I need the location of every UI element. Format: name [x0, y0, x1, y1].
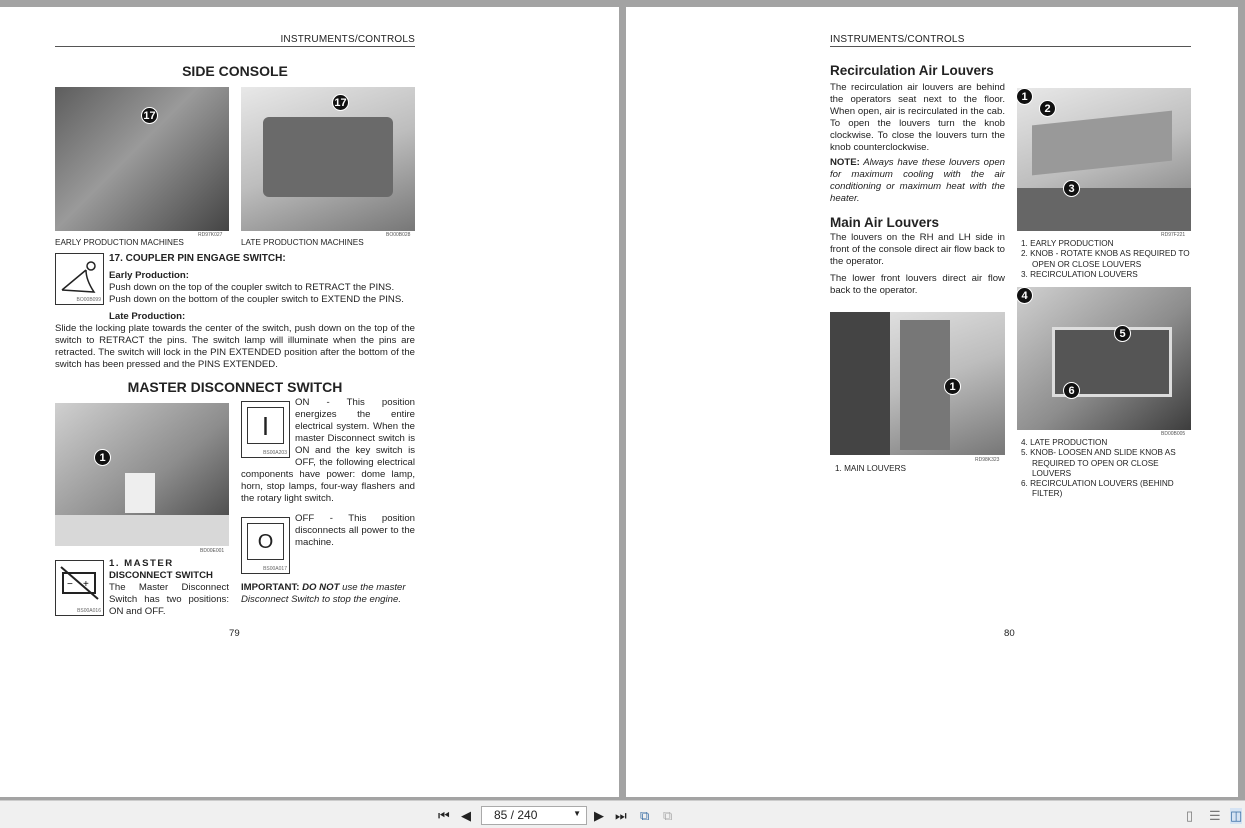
photo-main-louvers [830, 312, 1005, 455]
photo-recirc-early [1017, 88, 1191, 231]
callout: 17 [332, 94, 349, 111]
main-title: Main Air Louvers [830, 215, 940, 230]
photo-code: RD97F221 [1161, 232, 1186, 238]
last-page-icon[interactable]: ⏭ [615, 808, 627, 823]
callout: 17 [141, 107, 158, 124]
on-symbol-icon: I BS00A203 [241, 401, 290, 458]
important-note: IMPORTANT: DO NOT use the master Disconnect Switch to stop the engine. [241, 582, 406, 605]
on-text: ON - This position energizes the entire electrical system. When the master Disconnect switch is ON and the key switch is OFF, the following electrical components have power: dome lamp, horn, stop lamps, four-way flashers and the rotary light switch. [241, 397, 415, 504]
master-item-text: The Master Disconnect Switch has two positions: ON and OFF. [109, 582, 229, 617]
main-text: The louvers on the RH and LH side in front of the console direct air flow back to the operator. [830, 232, 1005, 267]
early-legend [1021, 239, 1193, 280]
photo-late-console [241, 87, 415, 231]
callout: 1 [94, 449, 111, 466]
photo-code: BO00B028 [386, 232, 411, 238]
next-page-icon[interactable]: ▶ [594, 808, 604, 823]
master-item [55, 558, 229, 618]
legend-item: 5. KNOB- LOOSEN AND SLIDE KNOB AS REQUIRED TO OPEN OR CLOSE LOUVERS [1021, 448, 1176, 478]
legend-item: 1. MAIN LOUVERS [835, 464, 906, 473]
photo-recirc-late [1017, 287, 1191, 430]
master-item-heading: DISCONNECT SWITCH [109, 570, 213, 581]
photo-caption: EARLY PRODUCTION MACHINES [55, 238, 184, 247]
chevron-down-icon[interactable]: ▼ [573, 809, 581, 818]
note: NOTE: Always have these louvers open for maximum cooling with the air conditioning or maximum heat with the heater. [830, 157, 1005, 204]
coupler-pin-icon: BO00B099 [55, 253, 104, 305]
photo-code: RD97K027 [198, 232, 223, 238]
page-selector[interactable]: 85 / 240 ▼ [481, 806, 587, 825]
photo-early-console [55, 87, 229, 231]
svg-text:−: − [67, 579, 73, 590]
callout: 5 [1114, 325, 1131, 342]
page-number: 80 [1004, 628, 1015, 639]
single-page-view-icon[interactable]: ▯ [1186, 808, 1194, 823]
fit-page-icon[interactable]: ⧉ [640, 808, 650, 823]
late-legend [1021, 438, 1193, 500]
continuous-view-icon[interactable]: ☰ [1209, 808, 1221, 823]
master-title: MASTER DISCONNECT SWITCH [127, 379, 343, 395]
recirc-text: The recirculation air louvers are behind the operators seat next to the floor. When open, air is recirculated in the cab. To open the louvers turn the knob clockwise. To close the louvers turn the knob counterclockwise. [830, 82, 1005, 153]
page-header: INSTRUMENTS/CONTROLS [280, 34, 415, 45]
off-symbol-icon: O BS00A017 [241, 517, 290, 574]
legend-item: 1. EARLY PRODUCTION [1021, 239, 1114, 248]
page-80 [626, 7, 1238, 797]
main-text: The lower front louvers direct air flow back to the operator. [830, 273, 1005, 296]
coupler-heading: 17. COUPLER PIN ENGAGE SWITCH: [109, 253, 286, 264]
photo-caption: LATE PRODUCTION MACHINES [241, 238, 364, 247]
callout: 1 [944, 378, 961, 395]
legend-item: 2. KNOB - ROTATE KNOB AS REQUIRED TO OPEN OR CLOSE LOUVERS [1021, 249, 1190, 269]
master-positions [241, 397, 415, 606]
photo-code: BD00E001 [200, 548, 225, 554]
page-79 [0, 7, 619, 797]
battery-disconnect-icon: − + BS00A016 [55, 560, 104, 616]
callout: 1 [1017, 88, 1033, 105]
photo-code: RD98K323 [975, 457, 1000, 463]
late-label: Late Production: [109, 311, 186, 322]
header-rule [55, 46, 415, 47]
two-page-view-icon[interactable]: ◫ [1230, 808, 1243, 823]
fit-width-icon[interactable]: ⧉ [663, 808, 673, 823]
photo-code: BD00B005 [1161, 431, 1186, 437]
legend-item: 3. RECIRCULATION LOUVERS [1021, 269, 1138, 279]
svg-text:+: + [83, 579, 89, 590]
viewer-toolbar [0, 800, 1245, 828]
early-label: Early Production: [109, 270, 189, 281]
page-number: 79 [229, 628, 240, 639]
page-header: INSTRUMENTS/CONTROLS [830, 34, 965, 45]
text-column [830, 63, 1005, 297]
photo-master-switch [55, 403, 229, 546]
off-text: OFF - This position disconnects all power to the machine. [295, 513, 415, 548]
early-text: Push down on the top of the coupler switch to RETRACT the PINS. [109, 282, 395, 293]
legend-item: 4. LATE PRODUCTION [1021, 438, 1108, 447]
recirc-title: Recirculation Air Louvers [830, 63, 994, 78]
callout: 4 [1017, 287, 1033, 304]
coupler-section [55, 253, 415, 371]
callout: 2 [1039, 100, 1056, 117]
legend-item: 6. RECIRCULATION LOUVERS (BEHIND FILTER) [1021, 479, 1174, 499]
header-rule [830, 46, 1191, 47]
previous-page-icon[interactable]: ◀ [461, 808, 471, 823]
master-item-heading: 1. MASTER [109, 558, 174, 569]
callout: 6 [1063, 382, 1080, 399]
callout: 3 [1063, 180, 1080, 197]
late-text: Slide the locking plate towards the center of the switch, push down on the top of the switch to RETRACT the pins. The switch lamp will illuminate when the pins are retracted. The switch will lock in the PIN EXTENDED position after the bottom of the switch has been pressed and the PINS EXTENDED. [55, 323, 415, 370]
section-title: SIDE CONSOLE [182, 63, 288, 79]
first-page-icon[interactable]: ⏮ [438, 808, 450, 823]
early-text: Push down on the bottom of the coupler switch to EXTEND the PINS. [109, 294, 404, 305]
